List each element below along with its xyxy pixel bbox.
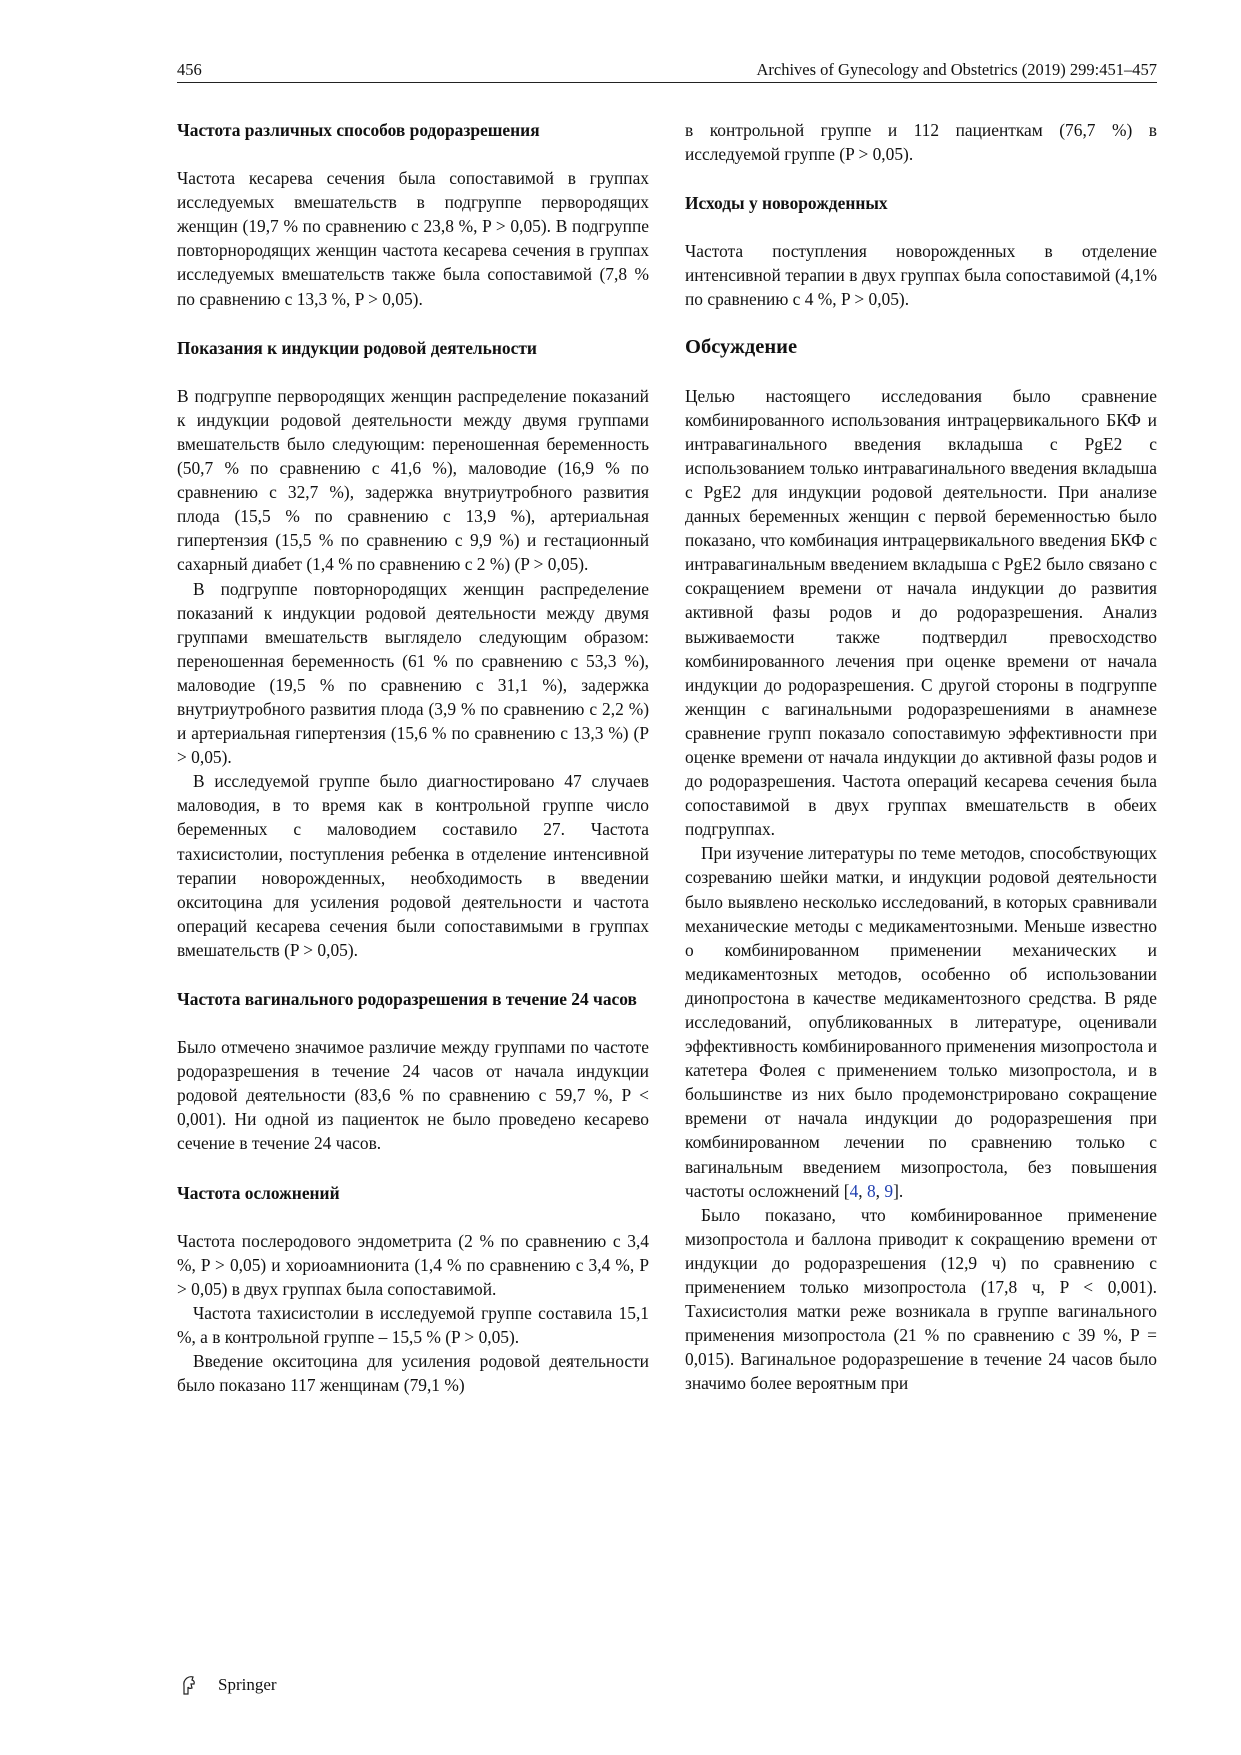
ref-separator: , [858,1180,867,1201]
page-number: 456 [177,60,202,79]
springer-horse-icon [180,1674,198,1696]
paragraph: Было отмечено значимое различие между группами по частоте родоразрешения в течение 24 часов от начала индукции родовой деятельности (83,6 % по сравнению с 59,7 %, P < 0,001). Ни одной из пациенток не было проведено кесарево сечение в течение 24 часов. [177,1037,649,1154]
reference-link-8[interactable]: 8 [866,1180,876,1201]
ref-bracket: [ [843,1180,850,1201]
paragraph: Целью настоящего исследования было сравнение комбинированного использования интрацервикального БКФ и интравагинального введения вкладыша с PgE2 с использованием только интравагинального введения вкладыша с PgE2 для индукции родовой деятельности. При анализе данных беременных женщин с первой беременностью было показано, что комбинация интрацервикального введения БКФ с интравагинальным введением вкладыша с PgE2 было связано с сокращением времени от начала индукции до развития активной фазы родов и до родоразрешения. Анализ выживаемости также подтвердил превосходство комбинированного лечения при оценке времени от начала индукции до родоразрешения. С другой стороны в подгруппе женщин с вагинальными родоразрешениями в анамнезе сравнение групп показало сопоставимую эффективности при оценке времени от начала индукции до активной фазы родов и до родоразрешения. Частота операций кесарева сечения была сопоставимой в двух группах вмешательств в обеих подгруппах. [685,385,1157,840]
section-heading-vaginal-delivery-24h: Частота вагинального родоразрешения в течение 24 часов [177,989,637,1009]
left-column [177,118,649,1397]
right-column [685,118,1157,1396]
paragraph-with-refs [685,841,1157,1202]
section-heading-complications: Частота осложнений [177,1182,340,1203]
paragraph: Частота кесарева сечения была сопоставимой в группах исследуемых вмешательств в подгруппе первородящих женщин (19,7 % по сравнению с 23,8 %, P > 0,05). В подгруппе повторнородящих женщин частота кесарева сечения в группах исследуемых вмешательств также была сопоставимой (7,8 % по сравнению с 13,3 %, P > 0,05). [177,168,649,309]
paragraph: Частота послеродового эндометрита (2 % по сравнению с 3,4 %, P > 0,05) и хориоамнионита (1,4 % по сравнению с 3,4 %, P > 0,05) в двух группах была сопоставимой. [177,1230,649,1299]
ref-bracket: ]. [893,1180,904,1201]
section-heading-neonatal-outcomes: Исходы у новорожденных [685,193,888,214]
paragraph: В подгруппе повторнородящих женщин распределение показаний к индукции родовой деятельности между двумя группами вмешательств выглядело следующим образом: переношенная беременность (61 % по сравнению с 53,3 %), маловодие (19,5 % по сравнению с 31,1 %), задержка внутриутробного развития плода (3,9 % по сравнению с 2,2 %) и артериальная гипертензия (15,6 % по сравнению с 13,3 %) (P > 0,05). [177,578,649,768]
section-heading-discussion: Обсуждение [685,335,798,358]
paragraph: Было показано, что комбинированное применение мизопростола и баллона приводит к сокращению времени от индукции до родоразрешения (12,9 ч) по сравнению с применением только мизопростола (17,8 ч, P < 0,001). Тахисистолия матки реже возникала в группе вагинального применения мизопростола (21 % по сравнению с 39 %, P = 0,015). Вагинальное родоразрешение в течение 24 часов было значимо более вероятным при [685,1204,1157,1394]
running-header [177,58,1157,83]
reference-link-4[interactable]: 4 [849,1180,859,1201]
journal-citation: Archives of Gynecology and Obstetrics (2019) 299:451–457 [756,60,1157,79]
ref-separator: , [875,1180,885,1201]
paragraph-text: При изучение литературы по теме методов, способствующих созреванию шейки матки, и индукции родовой деятельности было выявлено несколько исследований, в которых сравнивали механические методы с медикаментозными. Меньше известно о комбинированном применении механических и медикаментозных методов, особенно об использовании динопростона в качестве медикаментозного средства. В ряде исследований, опубликованных в литературе, оценивали эффективность комбинированного применения мизопростола и катетера Фолея с применением только мизопростола, и в большинстве из них было продемонстрировано сокращение времени от начала индукции до родоразрешения при комбинированном лечении по сравнению только с вагинальным введением мизопростола, без повышения частоты осложнений [685,843,1157,1201]
reference-link-9[interactable]: 9 [884,1180,894,1201]
paragraph: в контрольной группе и 112 пациенткам (76,7 %) в исследуемой группе (P > 0,05). [685,120,1157,165]
publisher-name: Springer [218,1675,277,1694]
paragraph: В подгруппе первородящих женщин распределение показаний к индукции родовой деятельности между двумя группами вмешательств было следующим: переношенная беременность (50,7 % по сравнению с 41,6 %), маловодие (16,9 % по сравнению с 32,7 %), задержка внутриутробного развития плода (15,5 % по сравнению с 13,9 %), артериальная гипертензия (15,5 % по сравнению с 9,9 %) и гестационный сахарный диабет (1,4 % по сравнению с 2 %) (P > 0,05). [177,385,649,575]
paragraph: В исследуемой группе было диагностировано 47 случаев маловодия, в то время как в контрольной группе число беременных с маловодием составило 27. Частота тахисистолии, поступления ребенка в отделение интенсивной терапии новорожденных, необходимость в введении окситоцина для усиления родовой деятельности и частота операций кесарева сечения были сопоставимыми в группах вмешательств (P > 0,05). [177,771,649,960]
page-footer [180,1674,277,1696]
paragraph: Частота поступления новорожденных в отделение интенсивной терапии в двух группах была сопоставимой (4,1% по сравнению с 4 %, P > 0,05). [685,241,1157,310]
section-heading-delivery-methods: Частота различных способов родоразрешения [177,120,540,140]
paragraph: Частота тахисистолии в исследуемой группе составила 15,1 %, а в контрольной группе – 15,5 % (P > 0,05). [177,1302,649,1348]
paragraph: Введение окситоцина для усиления родовой деятельности было показано 117 женщинам (79,1 %) [177,1351,649,1396]
section-heading-indications: Показания к индукции родовой деятельности [177,337,537,358]
